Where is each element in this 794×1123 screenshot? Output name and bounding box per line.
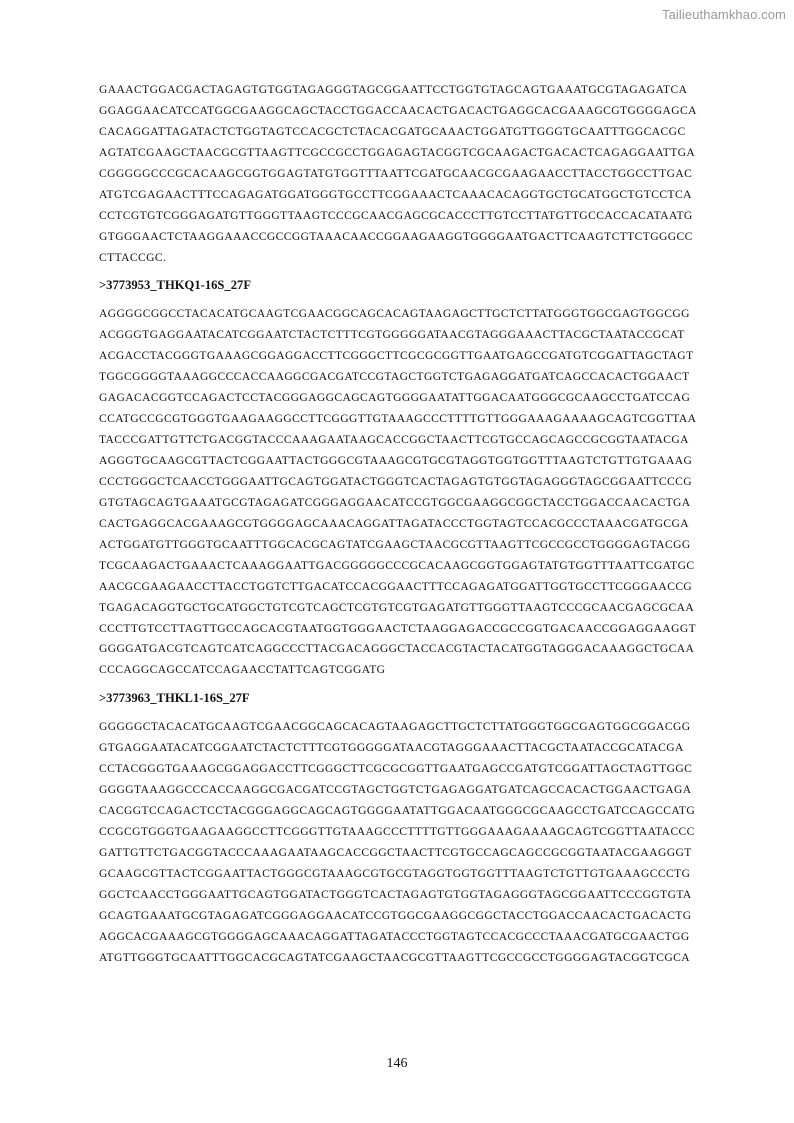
sequence-line: GGGGGCTACACATGCAAGTCGAACGGCAGCACAGTAAGAGCTTGCTCTTATGGGTGGCGAGTGGCGGACGG [99,721,691,734]
sequence-line: ACGACCTACGGGTGAAAGCGGAGGACCTTCGGGCTTCGCGCGGTTGAATGAGCCGATGTCGGATTAGCTAGT [99,350,694,363]
sequence-line: GGAGGAACATCCATGGCGAAGGCAGCTACCTGGACCAACACTGACACTGAGGCACGAAAGCGTGGGGAGCA [99,104,697,117]
sequence-line: GCAAGCGTTACTCGGAATTACTGGGCGTAAAGCGTGCGTAGGTGGTGGTTTAAGTCTGTTGTGAAAGCCCTG [99,867,691,880]
sequence-line: TGGCGGGGTAAAGGCCCACCAAGGCGACGATCCGTAGCTGGTCTGAGAGGATGATCAGCCACACTGGAACT [99,371,690,384]
sequence-line: CCCTTGTCCTTAGTTGCCAGCACGTAATGGTGGGAACTCTAAGGAGACCGCCGGTGACAACCGGAGGAAGGT [99,622,697,635]
sequence-line: CGGGGGCCCGCACAAGCGGTGGAGTATGTGGTTTAATTCGATGCAACGCGAAGAACCTTACCTGGCCTTGAC [99,167,693,180]
sequence-line: TACCCGATTGTTCTGACGGTACCCAAAGAATAAGCACCGGCTAACTTCGTGCCAGCAGCCGCGGTAATACGA [99,434,689,447]
sequence-line: AGTATCGAAGCTAACGCGTTAAGTTCGCCGCCTGGAGAGTACGGTCGCAAGACTGACACTCAGAGGAATTGA [99,146,696,159]
sequence-line: GATTGTTCTGACGGTACCCAAAGAATAAGCACCGGCTAACTTCGTGCCAGCAGCCGCGGTAATACGAAGGGT [99,846,692,859]
sequence-line: CACGGTCCAGACTCCTACGGGAGGCAGCAGTGGGGAATATTGGACAATGGGCGCAAGCCTGATCCAGCCATG [99,805,696,818]
sequence-line: GAAACTGGACGACTAGAGTGTGGTAGAGGGTAGCGGAATTCCTGGTGTAGCAGTGAAATGCGTAGAGATCA [99,84,688,96]
watermark: Tailieuthamkhao.com [661,7,786,22]
sequence-heading: >3773963_THKL1-16S_27F [99,691,250,706]
page-number: 146 [386,1056,408,1071]
sequence-line: GTGGGAACTCTAAGGAAACCGCCGGTAAACAACCGGAAGAAGGTGGGGAATGACTTCAAGTCTTCTGGGCC [99,230,693,243]
sequence-line: CACTGAGGCACGAAAGCGTGGGGAGCAAACAGGATTAGATACCCTGGTAGTCCACGCCCTAAACGATGCGA [99,517,690,530]
sequence-line: TGAGACAGGTGCTGCATGGCTGTCGTCAGCTCGTGTCGTGAGATGTTGGGTTAAGTCCCGCAACGAGCGCAA [99,601,695,614]
sequence-line: CACAGGATTAGATACTCTGGTAGTCCACGCTCTACACGATGCAAACTGGATGTTGGGTGCAATTTGGCACGC [99,125,686,138]
sequence-line: GGGGTAAAGGCCCACCAAGGCGACGATCCGTAGCTGGTCTGAGAGGATGATCAGCCACACTGGAACTGAGA [99,784,692,797]
sequence-block [99,717,771,968]
sequence-line: CCCAGGCAGCCATCCAGAACCTATTCAGTCGGATG [99,664,386,677]
sequence-line: CCCTGGGCTCAACCTGGGAATTGCAGTGGATACTGGGTCACTAGAGTGTGGTAGAGGGTAGCGGAATTCCCG [99,475,692,488]
sequence-line: AGGCACGAAAGCGTGGGGAGCAAACAGGATTAGATACCCTGGTAGTCCACGCCCTAAACGATGCGAACTGG [99,930,690,943]
sequence-line: ACTGGATGTTGGGTGCAATTTGGCACGCAGTATCGAAGCTAACGCGTTAAGTTCGCCGCCTGGGGAGTACGG [99,538,691,551]
sequence-line: ACGGGTGAGGAATACATCGGAATCTACTCTTTCGTGGGGGATAACGTAGGGAAACTTACGCTAATACCGCAT [99,329,685,342]
sequence-line: AGGGTGCAAGCGTTACTCGGAATTACTGGGCGTAAAGCGTGCGTAGGTGGTGGTTTAAGTCTGTTGTGAAAG [99,455,693,467]
sequence-line: TCGCAAGACTGAAACTCAAAGGAATTGACGGGGGCCCGCACAAGCGGTGGAGTATGTGGTTTAATTCGATGC [99,559,695,572]
sequence-block [99,80,771,268]
sequence-heading: >3773953_THKQ1-16S_27F [99,278,252,293]
sequence-line: GCAGTGAAATGCGTAGAGATCGGGAGGAACATCCGTGGCGAAGGCGGCTACCTGGACCAACACTGACACTG [99,909,692,922]
sequence-line: CTTACCGC. [99,251,167,264]
sequence-line: CCGCGTGGGTGAAGAAGGCCTTCGGGTTGTAAAGCCCTTTTGTTGGGAAAGAAAAGCAGTCGGTTAATACCC [99,826,695,838]
sequence-content [99,80,771,976]
sequence-line: GGGGATGACGTCAGTCATCAGGCCCTTACGACAGGGCTACCACGTACTACATGGTAGGGACAAAGGCTGCAA [99,643,695,656]
sequence-line: AACGCGAAGAACCTTACCTGGTCTTGACATCCACGGAACTTTCCAGAGATGGATTGGTGCCTTCGGGAACCG [99,580,693,593]
sequence-line: GAGACACGGTCCAGACTCCTACGGGAGGCAGCAGTGGGGAATATTGGACAATGGGCGCAAGCCTGATCCAG [99,392,691,405]
sequence-line: GGCTCAACCTGGGAATTGCAGTGGATACTGGGTCACTAGAGTGTGGTAGAGGGTAGCGGAATTCCCGGTGTA [99,888,692,901]
sequence-line: ATGTTGGGTGCAATTTGGCACGCAGTATCGAAGCTAACGCGTTAAGTTCGCCGCCTGGGGAGTACGGTCGCA [99,951,691,964]
sequence-line: ATGTCGAGAACTTTCCAGAGATGGATGGGTGCCTTCGGAAACTCAAACACAGGTGCTGCATGGCTGTCCTCA [99,188,692,201]
sequence-line: CCATGCCGCGTGGGTGAAGAAGGCCTTCGGGTTGTAAAGCCCTTTTGTTGGGAAAGAAAAGCAGTCGGTTAA [99,413,697,426]
sequence-line: CCTACGGGTGAAAGCGGAGGACCTTCGGGCTTCGCGCGGTTGAATGAGCCGATGTCGGATTAGCTAGTTGGC [99,763,693,776]
sequence-block [99,304,771,681]
sequence-line: CCTCGTGTCGGGAGATGTTGGGTTAAGTCCCGCAACGAGCGCACCCTTGTCCTTATGTTGCCACCACATAATG [99,209,693,222]
sequence-line: GTGAGGAATACATCGGAATCTACTCTTTCGTGGGGGATAACGTAGGGAAACTTACGCTAATACCGCATACGA [99,742,684,755]
sequence-line: GTGTAGCAGTGAAATGCGTAGAGATCGGGAGGAACATCCGTGGCGAAGGCGGCTACCTGGACCAACACTGA [99,496,691,509]
sequence-line: AGGGGCGGCCTACACATGCAAGTCGAACGGCAGCACAGTAAGAGCTTGCTCTTATGGGTGGCGAGTGGCGG [99,308,690,321]
